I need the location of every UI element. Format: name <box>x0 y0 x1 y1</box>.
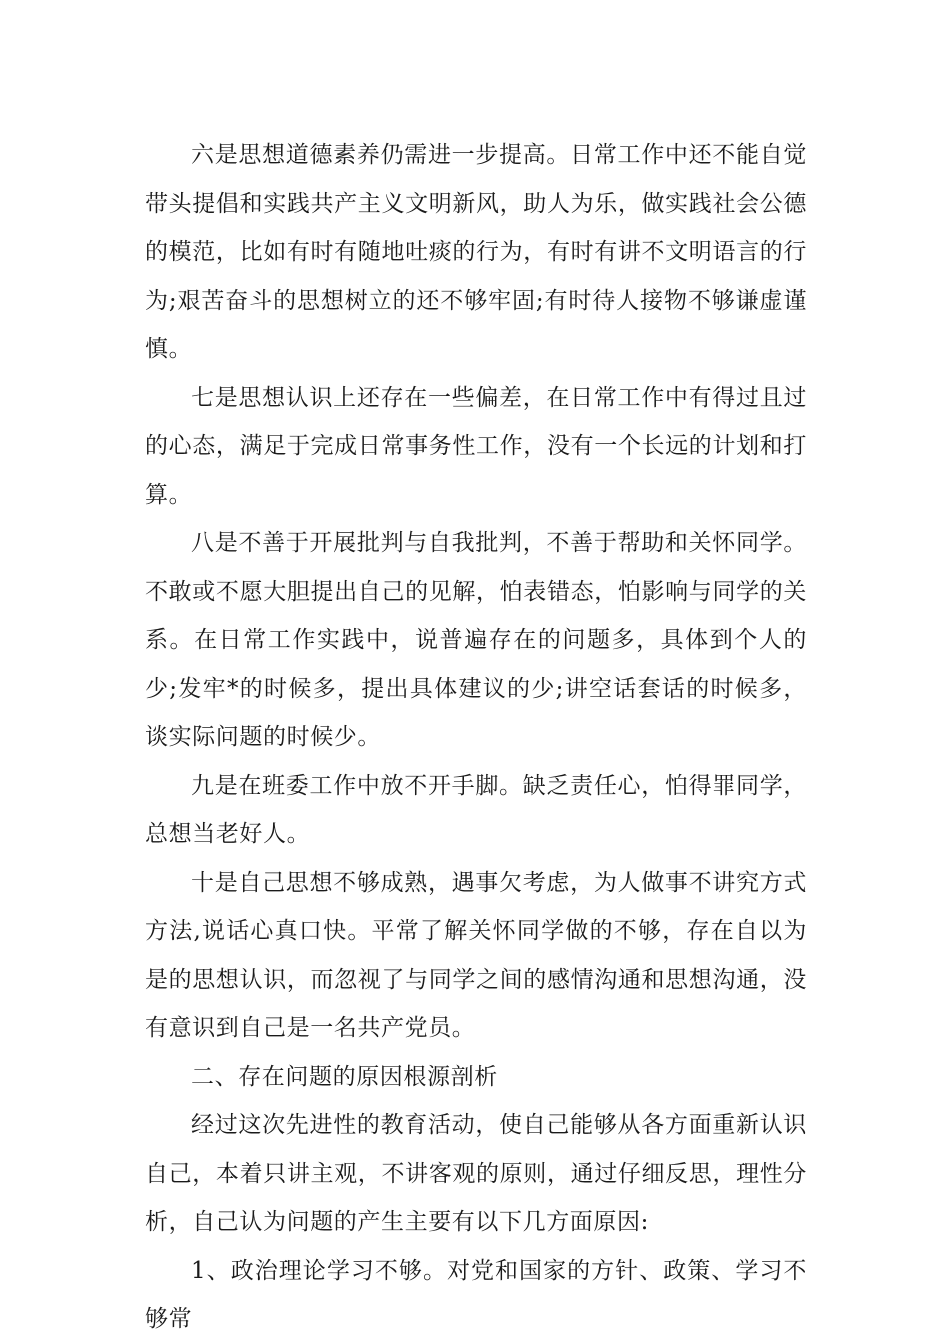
document-body <box>145 131 807 1344</box>
paragraph-9: 九是在班委工作中放不开手脚。缺乏责任心，怕得罪同学，总想当老好人。 <box>145 772 807 847</box>
paragraph-reason-1: 1、政治理论学习不够。对党和国家的方针、政策、学习不够常 <box>145 1257 807 1332</box>
section-heading: 二、存在问题的原因根源剖析 <box>191 1063 498 1090</box>
paragraph-8: 八是不善于开展批判与自我批判，不善于帮助和关怀同学。不敢或不愿大胆提出自己的见解，怕表错态，怕影响与同学的关系。在日常工作实践中，说普遍存在的问题多，具体到个人的少;发牢*的时候多，提出具体建议的少;讲空话套话的时候多，谈实际问题的时候少。 <box>145 530 807 750</box>
paragraph-intro: 经过这次先进性的教育活动，使自己能够从各方面重新认识自己，本着只讲主观，不讲客观的原则，通过仔细反思，理性分析，自己认为问题的产生主要有以下几方面原因: <box>145 1112 807 1235</box>
paragraph-6: 六是思想道德素养仍需进一步提高。日常工作中还不能自觉带头提倡和实践共产主义文明新风，助人为乐，做实践社会公德的模范，比如有时有随地吐痰的行为，有时有讲不文明语言的行为;艰苦奋斗的思想树立的还不够牢固;有时待人接物不够谦虚谨慎。 <box>145 142 807 362</box>
paragraph-7: 七是思想认识上还存在一些偏差，在日常工作中有得过且过的心态，满足于完成日常事务性工作，没有一个长远的计划和打算。 <box>145 384 807 508</box>
paragraph-10: 十是自己思想不够成熟，遇事欠考虑，为人做事不讲究方式方法,说话心真口快。平常了解关怀同学做的不够，存在自以为是的思想认识，而忽视了与同学之间的感情沟通和思想沟通，没有意识到自己是一名共产党员。 <box>145 869 807 1041</box>
